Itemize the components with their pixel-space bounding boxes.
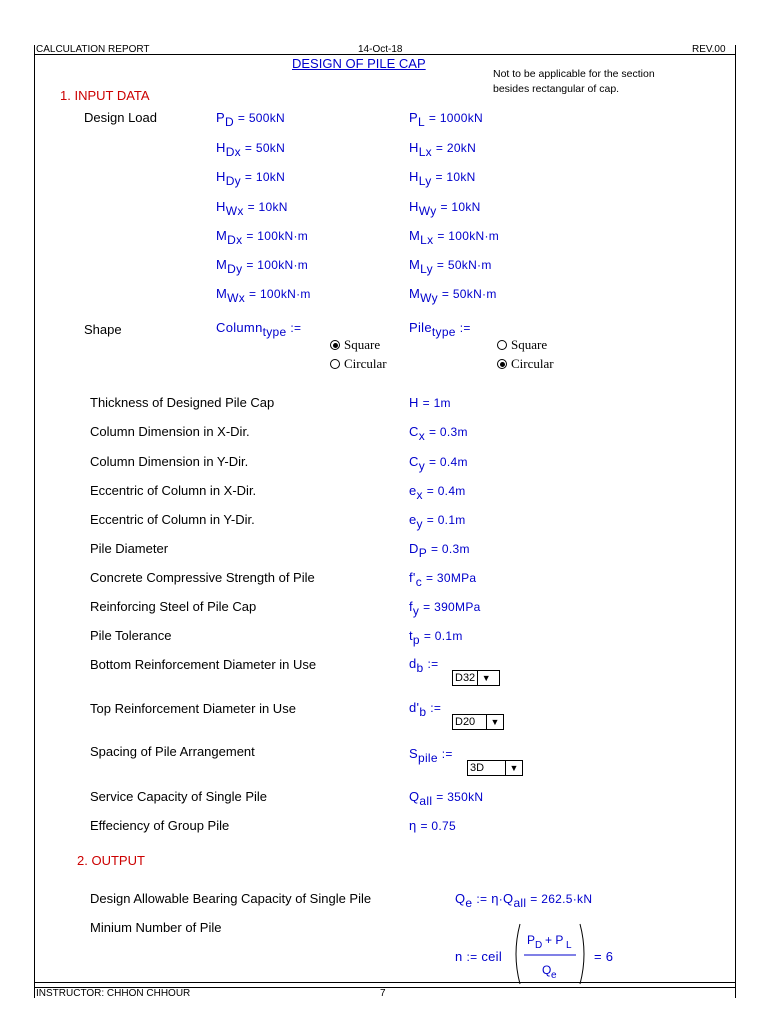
qe-formula: $Q_e$ := $\eta\cdot Q_{all} = 262.5\cdot kN$ (455, 891, 593, 910)
dropdown-value: D20 (455, 716, 476, 728)
param-label: Thickness of Designed Pile Cap (90, 395, 275, 410)
param-label: Column Dimension in X-Dir. (90, 424, 250, 439)
qe-label: Design Allowable Bearing Capacity of Single Pile (90, 891, 372, 906)
bottom-rebar-symbol: $d_b$ := (409, 656, 439, 675)
load-mlx: $M_{Lx} = 100kN\cdot m$ (409, 228, 500, 247)
radio-checked-icon (330, 340, 340, 350)
group-efficiency: η = 0.75 (409, 818, 456, 833)
bottom-rebar-dropdown[interactable] (452, 670, 500, 686)
top-rebar-symbol: $d'_b$ := (409, 700, 442, 719)
load-hly: $H_{Ly} = 10kN$ (409, 169, 476, 188)
param-tp: $t_p = 0.1m$ (409, 628, 463, 647)
load-mdy: $M_{Dy} = 100kN\cdot m$ (216, 257, 309, 276)
report-label: CALCULATION REPORT (36, 44, 150, 55)
dropdown-value: 3D (470, 762, 485, 774)
svg-text:Q: Q (542, 963, 552, 977)
section-output-heading: 2. OUTPUT (77, 853, 145, 868)
pile-spacing-dropdown[interactable] (467, 760, 523, 776)
pile-radio-circular[interactable]: Circular (497, 356, 554, 372)
param-label: Eccentric of Column in X-Dir. (90, 483, 257, 498)
param-cx: $C_x = 0.3m$ (409, 424, 468, 443)
param-label: Concrete Compressive Strength of Pile (90, 570, 315, 585)
svg-text:e: e (551, 970, 557, 981)
right-border (735, 45, 736, 998)
service-label: Service Capacity of Single Pile (90, 789, 268, 804)
page-number: 7 (380, 988, 386, 999)
select-label: Spacing of Pile Arrangement (90, 744, 255, 759)
n-label: Minium Number of Pile (90, 920, 222, 935)
param-fc: $f'_c = 30MPa$ (409, 570, 477, 589)
pile-type-symbol: Pile$_{type}$ := (409, 320, 471, 339)
load-pl: $P_L = 1000kN$ (409, 110, 483, 129)
n-value: = 6 (594, 949, 614, 964)
revision: REV.00 (692, 44, 726, 55)
svg-text:D: D (535, 940, 543, 951)
service-capacity: $Q_{all} = 350kN$ (409, 789, 484, 808)
n-formula-prefix: n := ceil (455, 949, 503, 964)
load-mdx: $M_{Dx} = 100kN\cdot m$ (216, 228, 309, 247)
left-border (34, 45, 35, 998)
param-label: Reinforcing Steel of Pile Cap (90, 599, 257, 614)
chevron-down-icon[interactable]: ▼ (486, 715, 503, 729)
pile-radio-square[interactable]: Square (497, 337, 547, 353)
note-line-1: Not to be applicable for the section (493, 68, 655, 80)
column-radio-circular[interactable]: Circular (330, 356, 387, 372)
param-fy: $f_y = 390MPa$ (409, 599, 481, 618)
note (493, 67, 655, 97)
load-pd: $P_D = 500kN$ (216, 110, 286, 129)
report-date: 14-Oct-18 (358, 44, 403, 55)
radio-checked-icon (497, 359, 507, 369)
param-label: Column Dimension in Y-Dir. (90, 454, 249, 469)
param-dp: $D_P = 0.3m$ (409, 541, 470, 560)
shape-label: Shape (84, 322, 122, 337)
column-type-symbol: Column$_{type}$ := (216, 320, 302, 339)
param-ex: $e_x = 0.4m$ (409, 483, 466, 502)
param-label: Eccentric of Column in Y-Dir. (90, 512, 255, 527)
load-mly: $M_{Ly} = 50kN\cdot m$ (409, 257, 492, 276)
chevron-down-icon[interactable]: ▼ (477, 671, 494, 685)
param-label: Pile Diameter (90, 541, 169, 556)
load-hlx: $H_{Lx} = 20kN$ (409, 140, 477, 159)
load-hwx: $H_{Wx} = 10kN$ (216, 199, 288, 218)
n-formula-fraction (510, 922, 590, 986)
select-label: Bottom Reinforcement Diameter in Use (90, 657, 317, 672)
page-title: DESIGN OF PILE CAP (292, 56, 426, 71)
svg-text:+ P: + P (545, 933, 564, 947)
column-radio-square[interactable]: Square (330, 337, 380, 353)
svg-text:P: P (527, 933, 536, 947)
footer-rule-top (34, 982, 735, 983)
param-ey: $e_y = 0.1m$ (409, 512, 466, 531)
top-rebar-dropdown[interactable] (452, 714, 504, 730)
design-load-label: Design Load (84, 110, 157, 125)
note-line-2: besides rectangular of cap. (493, 83, 620, 95)
efficiency-label: Effeciency of Group Pile (90, 818, 230, 833)
load-hdy: $H_{Dy} = 10kN$ (216, 169, 286, 188)
param-cy: $C_y = 0.4m$ (409, 454, 468, 473)
load-mwy: $M_{Wy} = 50kN\cdot m$ (409, 286, 497, 305)
instructor: INSTRUCTOR: CHHON CHHOUR (36, 988, 191, 999)
svg-text:L: L (566, 940, 572, 951)
load-hdx: $H_{Dx} = 50kN$ (216, 140, 286, 159)
dropdown-value: D32 (455, 672, 476, 684)
param-thickness: H = 1m (409, 395, 451, 410)
radio-unchecked-icon (330, 359, 340, 369)
radio-unchecked-icon (497, 340, 507, 350)
select-label: Top Reinforcement Diameter in Use (90, 701, 296, 716)
pile-spacing-symbol: $S_{pile}$ := (409, 746, 453, 765)
param-label: Pile Tolerance (90, 628, 172, 643)
load-mwx: $M_{Wx} = 100kN\cdot m$ (216, 286, 311, 305)
chevron-down-icon[interactable]: ▼ (505, 761, 522, 775)
load-hwy: $H_{Wy} = 10kN$ (409, 199, 481, 218)
section-input-heading: 1. INPUT DATA (60, 88, 150, 103)
